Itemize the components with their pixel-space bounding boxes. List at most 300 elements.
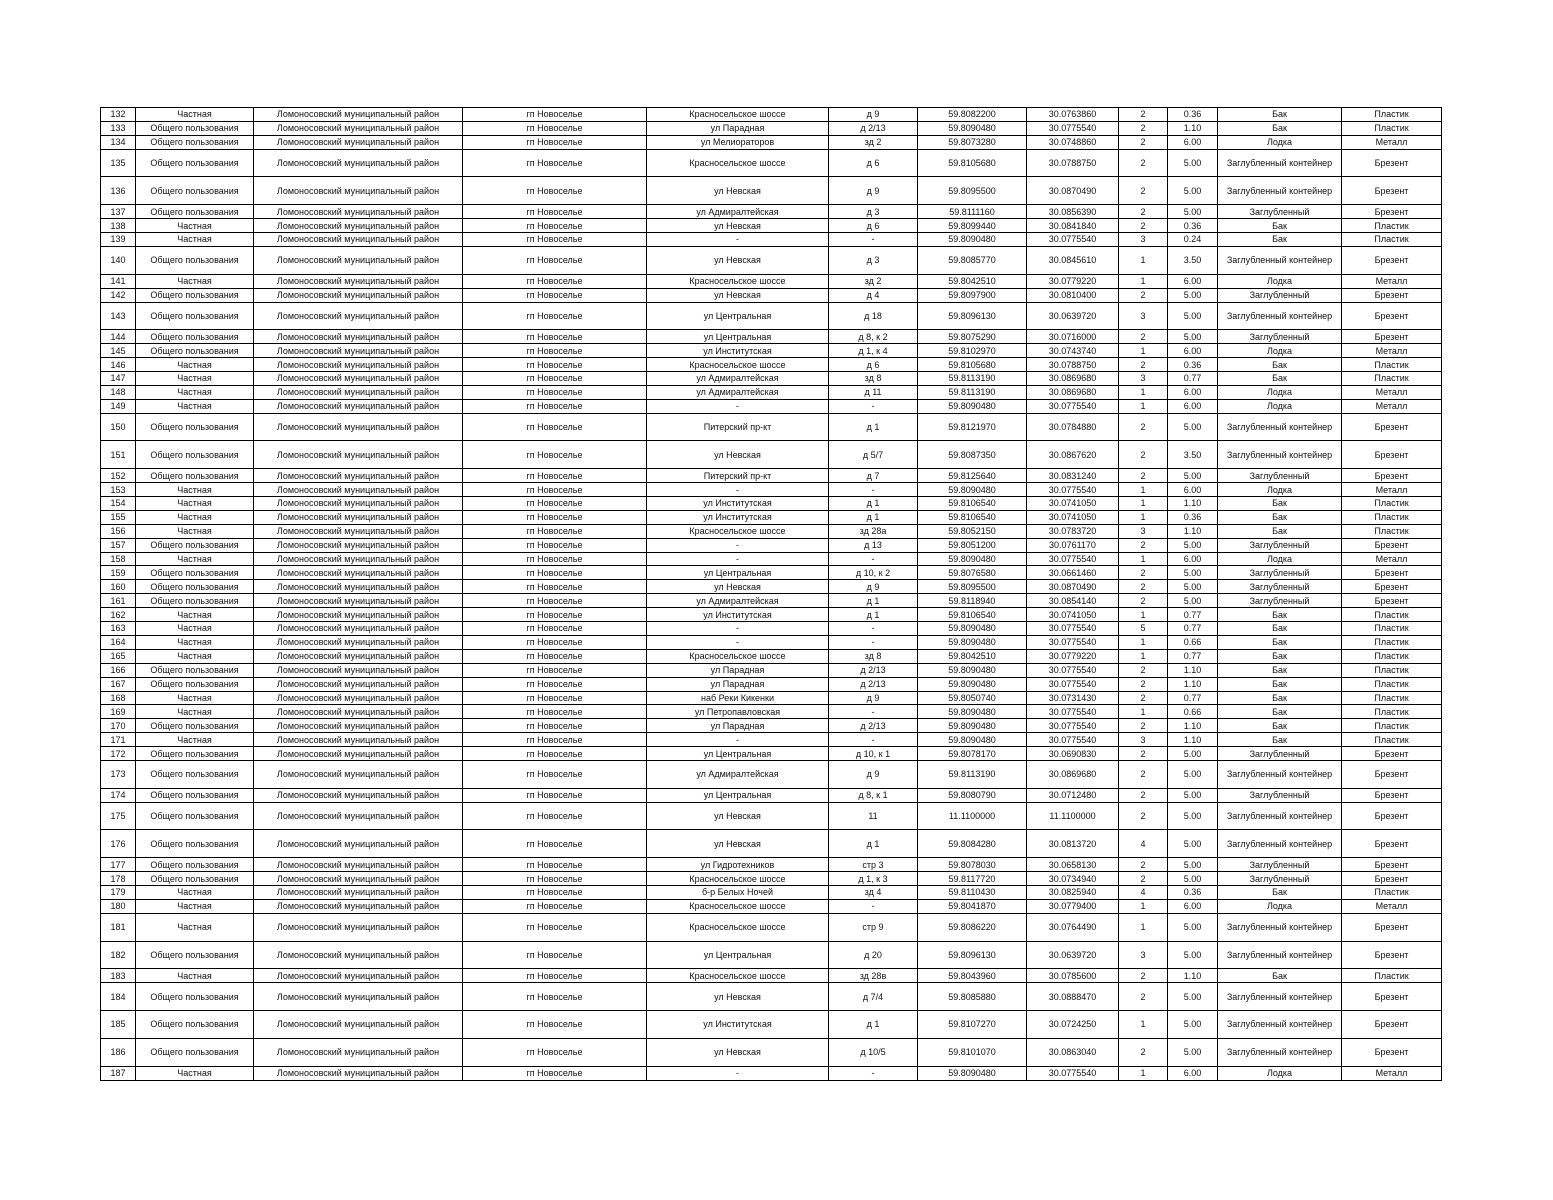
table-row [101,580,1442,594]
row-number-cell: 144 [101,330,136,344]
latitude-cell: 59.8105680 [918,358,1027,372]
material-cell: Брезент [1342,580,1442,594]
street-cell: ул Невская [647,288,829,302]
table-row [101,399,1442,413]
settlement-cell: гп Новоселье [463,747,647,761]
volume-cell: 1.10 [1168,121,1218,135]
latitude-cell: 59.8084280 [918,830,1027,858]
street-cell: Красносельское шоссе [647,274,829,288]
container-count-cell: 2 [1119,288,1168,302]
row-number-cell: 150 [101,413,136,441]
district-cell: Ломоносовский муниципальный район [254,830,463,858]
latitude-cell: 59.8090480 [918,552,1027,566]
row-number-cell: 143 [101,302,136,330]
table-body [101,108,1442,1081]
ownership-cell: Общего пользования [136,135,254,149]
settlement-cell: гп Новоселье [463,760,647,788]
building-cell: - [829,233,918,247]
container-type-cell: Заглубленный [1218,469,1342,483]
row-number-cell: 170 [101,719,136,733]
ownership-cell: Частная [136,733,254,747]
latitude-cell: 59.8107270 [918,1011,1027,1039]
street-cell: Красносельское шоссе [647,872,829,886]
building-cell: д 10, к 1 [829,747,918,761]
building-cell: д 5/7 [829,441,918,469]
street-cell: ул Адмиралтейская [647,594,829,608]
district-cell: Ломоносовский муниципальный район [254,733,463,747]
container-count-cell: 2 [1119,802,1168,830]
material-cell: Пластик [1342,510,1442,524]
volume-cell: 0.36 [1168,886,1218,900]
building-cell: д 8, к 1 [829,788,918,802]
container-type-cell: Заглубленный [1218,747,1342,761]
table-row [101,649,1442,663]
settlement-cell: гп Новоселье [463,524,647,538]
volume-cell: 5.00 [1168,330,1218,344]
container-count-cell: 2 [1119,149,1168,177]
street-cell: ул Институтская [647,608,829,622]
ownership-cell: Общего пользования [136,802,254,830]
ownership-cell: Общего пользования [136,788,254,802]
row-number-cell: 162 [101,608,136,622]
container-type-cell: Бак [1218,358,1342,372]
container-count-cell: 2 [1119,788,1168,802]
container-count-cell: 1 [1119,399,1168,413]
building-cell: д 2/13 [829,663,918,677]
district-cell: Ломоносовский муниципальный район [254,330,463,344]
building-cell: - [829,552,918,566]
longitude-cell: 30.0779400 [1027,899,1119,913]
settlement-cell: гп Новоселье [463,344,647,358]
volume-cell: 0.24 [1168,233,1218,247]
ownership-cell: Общего пользования [136,719,254,733]
table-row [101,149,1442,177]
volume-cell: 6.00 [1168,483,1218,497]
longitude-cell: 30.0845610 [1027,246,1119,274]
row-number-cell: 165 [101,649,136,663]
material-cell: Брезент [1342,566,1442,580]
table-row [101,330,1442,344]
district-cell: Ломоносовский муниципальный район [254,802,463,830]
container-type-cell: Бак [1218,524,1342,538]
settlement-cell: гп Новоселье [463,538,647,552]
row-number-cell: 169 [101,705,136,719]
district-cell: Ломоносовский муниципальный район [254,219,463,233]
data-table [100,107,1442,1081]
longitude-cell: 30.0741050 [1027,608,1119,622]
street-cell: ул Гидротехников [647,858,829,872]
volume-cell: 5.00 [1168,913,1218,941]
building-cell: д 18 [829,302,918,330]
district-cell: Ломоносовский муниципальный район [254,135,463,149]
volume-cell: 1.10 [1168,969,1218,983]
table-row [101,983,1442,1011]
settlement-cell: гп Новоселье [463,497,647,511]
ownership-cell: Частная [136,886,254,900]
longitude-cell: 30.0661460 [1027,566,1119,580]
material-cell: Пластик [1342,622,1442,636]
table-row [101,760,1442,788]
ownership-cell: Общего пользования [136,121,254,135]
table-row [101,830,1442,858]
district-cell: Ломоносовский муниципальный район [254,677,463,691]
row-number-cell: 163 [101,622,136,636]
building-cell: - [829,483,918,497]
row-number-cell: 158 [101,552,136,566]
container-type-cell: Бак [1218,108,1342,122]
table-row [101,969,1442,983]
longitude-cell: 30.0870490 [1027,580,1119,594]
building-cell: д 2/13 [829,121,918,135]
district-cell: Ломоносовский муниципальный район [254,246,463,274]
container-count-cell: 1 [1119,552,1168,566]
volume-cell: 5.00 [1168,469,1218,483]
container-type-cell: Заглубленный контейнер [1218,802,1342,830]
building-cell: - [829,622,918,636]
container-type-cell: Лодка [1218,344,1342,358]
street-cell: ул Центральная [647,941,829,969]
row-number-cell: 161 [101,594,136,608]
row-number-cell: 136 [101,177,136,205]
district-cell: Ломоносовский муниципальный район [254,302,463,330]
building-cell: д 1 [829,413,918,441]
longitude-cell: 30.0775540 [1027,121,1119,135]
container-type-cell: Заглубленный [1218,594,1342,608]
street-cell: ул Парадная [647,677,829,691]
district-cell: Ломоносовский муниципальный район [254,1066,463,1080]
longitude-cell: 30.0775540 [1027,1066,1119,1080]
district-cell: Ломоносовский муниципальный район [254,913,463,941]
longitude-cell: 30.0639720 [1027,941,1119,969]
longitude-cell: 30.0856390 [1027,205,1119,219]
district-cell: Ломоносовский муниципальный район [254,205,463,219]
ownership-cell: Частная [136,483,254,497]
latitude-cell: 59.8043960 [918,969,1027,983]
row-number-cell: 147 [101,371,136,385]
district-cell: Ломоносовский муниципальный район [254,1011,463,1039]
district-cell: Ломоносовский муниципальный район [254,233,463,247]
settlement-cell: гп Новоселье [463,330,647,344]
district-cell: Ломоносовский муниципальный район [254,705,463,719]
latitude-cell: 59.8078030 [918,858,1027,872]
table-row [101,608,1442,622]
row-number-cell: 166 [101,663,136,677]
building-cell: д 3 [829,205,918,219]
material-cell: Пластик [1342,719,1442,733]
row-number-cell: 133 [101,121,136,135]
volume-cell: 6.00 [1168,399,1218,413]
building-cell: д 1, к 3 [829,872,918,886]
container-count-cell: 4 [1119,886,1168,900]
material-cell: Металл [1342,552,1442,566]
container-type-cell: Лодка [1218,399,1342,413]
container-count-cell: 2 [1119,441,1168,469]
district-cell: Ломоносовский муниципальный район [254,524,463,538]
table-row [101,441,1442,469]
latitude-cell: 59.8106540 [918,497,1027,511]
building-cell: д 2/13 [829,719,918,733]
settlement-cell: гп Новоселье [463,830,647,858]
row-number-cell: 139 [101,233,136,247]
container-count-cell: 2 [1119,566,1168,580]
district-cell: Ломоносовский муниципальный район [254,483,463,497]
container-count-cell: 2 [1119,594,1168,608]
container-type-cell: Бак [1218,121,1342,135]
latitude-cell: 59.8042510 [918,649,1027,663]
container-count-cell: 2 [1119,219,1168,233]
ownership-cell: Общего пользования [136,177,254,205]
row-number-cell: 152 [101,469,136,483]
row-number-cell: 140 [101,246,136,274]
table-row [101,719,1442,733]
building-cell: д 9 [829,108,918,122]
table-row [101,635,1442,649]
table-row [101,1066,1442,1080]
district-cell: Ломоносовский муниципальный район [254,983,463,1011]
container-type-cell: Заглубленный контейнер [1218,149,1342,177]
district-cell: Ломоносовский муниципальный район [254,760,463,788]
row-number-cell: 181 [101,913,136,941]
longitude-cell: 30.0785600 [1027,969,1119,983]
street-cell: - [647,1066,829,1080]
material-cell: Брезент [1342,788,1442,802]
container-count-cell: 2 [1119,747,1168,761]
container-count-cell: 2 [1119,760,1168,788]
longitude-cell: 30.0775540 [1027,399,1119,413]
volume-cell: 5.00 [1168,566,1218,580]
district-cell: Ломоносовский муниципальный район [254,719,463,733]
container-count-cell: 2 [1119,691,1168,705]
longitude-cell: 30.0724250 [1027,1011,1119,1039]
volume-cell: 6.00 [1168,385,1218,399]
ownership-cell: Общего пользования [136,288,254,302]
material-cell: Брезент [1342,594,1442,608]
longitude-cell: 30.0854140 [1027,594,1119,608]
material-cell: Пластик [1342,733,1442,747]
settlement-cell: гп Новоселье [463,288,647,302]
container-count-cell: 2 [1119,469,1168,483]
street-cell: ул Центральная [647,302,829,330]
building-cell: д 9 [829,177,918,205]
longitude-cell: 30.0743740 [1027,344,1119,358]
volume-cell: 1.10 [1168,497,1218,511]
building-cell: д 2/13 [829,677,918,691]
street-cell: Красносельское шоссе [647,969,829,983]
latitude-cell: 59.8101070 [918,1038,1027,1066]
longitude-cell: 30.0775540 [1027,677,1119,691]
container-count-cell: 1 [1119,649,1168,663]
ownership-cell: Частная [136,608,254,622]
volume-cell: 0.77 [1168,608,1218,622]
table-row [101,899,1442,913]
container-count-cell: 1 [1119,274,1168,288]
table-row [101,552,1442,566]
material-cell: Брезент [1342,941,1442,969]
ownership-cell: Частная [136,913,254,941]
ownership-cell: Общего пользования [136,538,254,552]
street-cell: ул Петропавловская [647,705,829,719]
building-cell: д 1 [829,510,918,524]
longitude-cell: 30.0775540 [1027,552,1119,566]
settlement-cell: гп Новоселье [463,441,647,469]
settlement-cell: гп Новоселье [463,302,647,330]
latitude-cell: 59.8096130 [918,302,1027,330]
volume-cell: 5.00 [1168,177,1218,205]
table-row [101,733,1442,747]
container-type-cell: Заглубленный контейнер [1218,1011,1342,1039]
settlement-cell: гп Новоселье [463,802,647,830]
material-cell: Брезент [1342,205,1442,219]
ownership-cell: Частная [136,552,254,566]
building-cell: 11 [829,802,918,830]
material-cell: Пластик [1342,705,1442,719]
material-cell: Брезент [1342,802,1442,830]
settlement-cell: гп Новоселье [463,399,647,413]
ownership-cell: Частная [136,691,254,705]
settlement-cell: гп Новоселье [463,371,647,385]
settlement-cell: гп Новоселье [463,483,647,497]
row-number-cell: 164 [101,635,136,649]
material-cell: Брезент [1342,983,1442,1011]
container-count-cell: 1 [1119,899,1168,913]
volume-cell: 1.10 [1168,733,1218,747]
row-number-cell: 183 [101,969,136,983]
volume-cell: 5.00 [1168,1038,1218,1066]
container-count-cell: 2 [1119,969,1168,983]
volume-cell: 0.77 [1168,622,1218,636]
material-cell: Пластик [1342,691,1442,705]
building-cell: д 1 [829,608,918,622]
row-number-cell: 176 [101,830,136,858]
settlement-cell: гп Новоселье [463,1038,647,1066]
container-type-cell: Заглубленный контейнер [1218,941,1342,969]
ownership-cell: Общего пользования [136,580,254,594]
settlement-cell: гп Новоселье [463,649,647,663]
ownership-cell: Общего пользования [136,205,254,219]
building-cell: д 1 [829,497,918,511]
district-cell: Ломоносовский муниципальный район [254,691,463,705]
latitude-cell: 59.8117720 [918,872,1027,886]
container-type-cell: Бак [1218,691,1342,705]
latitude-cell: 59.8087350 [918,441,1027,469]
ownership-cell: Частная [136,274,254,288]
container-type-cell: Заглубленный контейнер [1218,441,1342,469]
latitude-cell: 59.8052150 [918,524,1027,538]
district-cell: Ломоносовский муниципальный район [254,788,463,802]
table-row [101,788,1442,802]
longitude-cell: 30.0779220 [1027,274,1119,288]
container-count-cell: 3 [1119,524,1168,538]
ownership-cell: Общего пользования [136,872,254,886]
latitude-cell: 59.8082200 [918,108,1027,122]
building-cell: д 9 [829,580,918,594]
container-type-cell: Бак [1218,233,1342,247]
latitude-cell: 59.8096130 [918,941,1027,969]
district-cell: Ломоносовский муниципальный район [254,872,463,886]
table-row [101,538,1442,552]
settlement-cell: гп Новоселье [463,149,647,177]
latitude-cell: 59.8106540 [918,608,1027,622]
container-count-cell: 2 [1119,330,1168,344]
latitude-cell: 59.8106540 [918,510,1027,524]
container-count-cell: 1 [1119,1011,1168,1039]
container-count-cell: 1 [1119,344,1168,358]
row-number-cell: 135 [101,149,136,177]
material-cell: Брезент [1342,830,1442,858]
container-type-cell: Заглубленный [1218,205,1342,219]
row-number-cell: 185 [101,1011,136,1039]
container-type-cell: Заглубленный контейнер [1218,913,1342,941]
row-number-cell: 145 [101,344,136,358]
row-number-cell: 182 [101,941,136,969]
building-cell: стр 3 [829,858,918,872]
street-cell: ул Невская [647,177,829,205]
container-count-cell: 1 [1119,510,1168,524]
volume-cell: 5.00 [1168,288,1218,302]
settlement-cell: гп Новоселье [463,580,647,594]
container-type-cell: Бак [1218,608,1342,622]
building-cell: д 10, к 2 [829,566,918,580]
latitude-cell: 59.8113190 [918,385,1027,399]
row-number-cell: 175 [101,802,136,830]
ownership-cell: Общего пользования [136,344,254,358]
container-count-cell: 2 [1119,858,1168,872]
material-cell: Металл [1342,344,1442,358]
street-cell: ул Парадная [647,121,829,135]
longitude-cell: 30.0810400 [1027,288,1119,302]
street-cell: ул Невская [647,1038,829,1066]
volume-cell: 5.00 [1168,538,1218,552]
table-row [101,135,1442,149]
volume-cell: 0.36 [1168,219,1218,233]
longitude-cell: 30.0775540 [1027,705,1119,719]
longitude-cell: 30.0763860 [1027,108,1119,122]
row-number-cell: 142 [101,288,136,302]
street-cell: - [647,399,829,413]
container-count-cell: 2 [1119,205,1168,219]
volume-cell: 6.00 [1168,899,1218,913]
row-number-cell: 157 [101,538,136,552]
volume-cell: 0.77 [1168,691,1218,705]
container-type-cell: Бак [1218,635,1342,649]
settlement-cell: гп Новоселье [463,1066,647,1080]
volume-cell: 5.00 [1168,1011,1218,1039]
longitude-cell: 30.0734940 [1027,872,1119,886]
street-cell: ул Центральная [647,788,829,802]
district-cell: Ломоносовский муниципальный район [254,108,463,122]
container-count-cell: 1 [1119,246,1168,274]
district-cell: Ломоносовский муниципальный район [254,371,463,385]
street-cell: - [647,733,829,747]
settlement-cell: гп Новоселье [463,899,647,913]
material-cell: Брезент [1342,246,1442,274]
street-cell: Красносельское шоссе [647,913,829,941]
material-cell: Пластик [1342,663,1442,677]
district-cell: Ломоносовский муниципальный район [254,663,463,677]
container-type-cell: Заглубленный контейнер [1218,830,1342,858]
material-cell: Брезент [1342,441,1442,469]
table-row [101,913,1442,941]
table-row [101,677,1442,691]
district-cell: Ломоносовский муниципальный район [254,622,463,636]
settlement-cell: гп Новоселье [463,566,647,580]
ownership-cell: Общего пользования [136,941,254,969]
settlement-cell: гп Новоселье [463,913,647,941]
longitude-cell: 30.0741050 [1027,510,1119,524]
building-cell: д 1 [829,1011,918,1039]
longitude-cell: 30.0870490 [1027,177,1119,205]
volume-cell: 1.10 [1168,524,1218,538]
